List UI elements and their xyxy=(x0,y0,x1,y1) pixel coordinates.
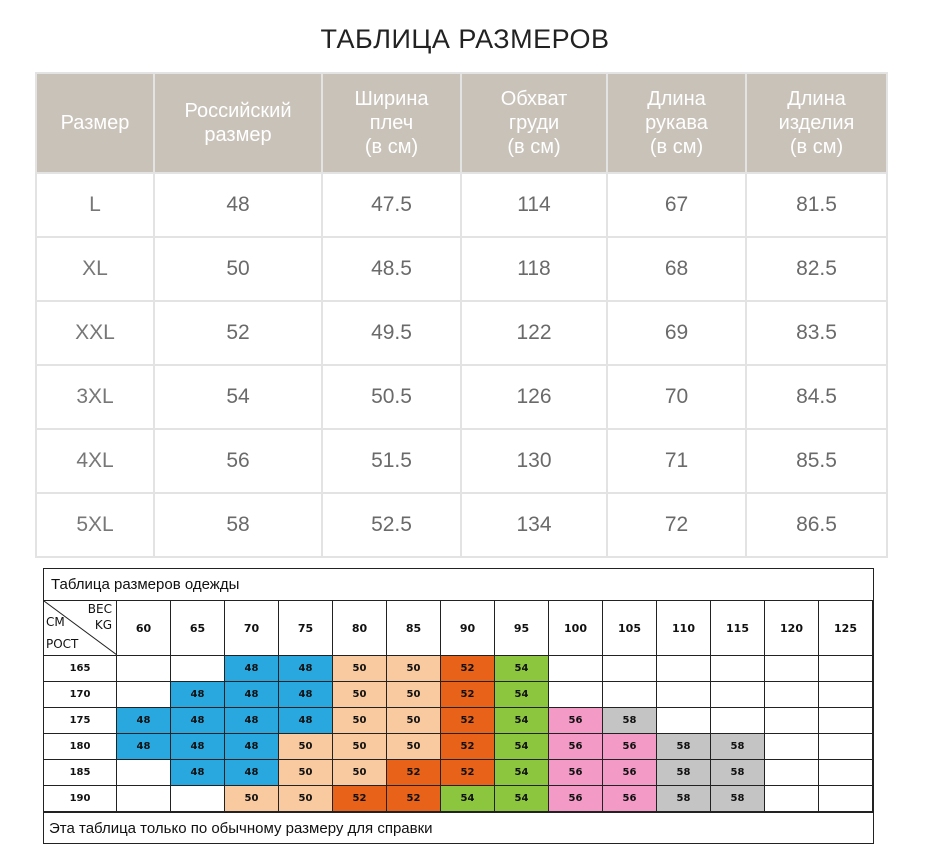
size-cell xyxy=(711,656,765,682)
height-row xyxy=(44,656,873,682)
size-cell: 50 xyxy=(279,760,333,786)
size-cell: 52 xyxy=(441,708,495,734)
size-cell: 50 xyxy=(387,656,441,682)
size-cell: 50 xyxy=(387,708,441,734)
size-cell xyxy=(549,656,603,682)
height-row xyxy=(44,760,873,786)
table-cell: 118 xyxy=(461,237,607,301)
weight-header: 65 xyxy=(171,601,225,656)
table-cell: 51.5 xyxy=(322,429,461,493)
column-header: Длина изделия (в см) xyxy=(746,73,887,173)
size-cell: 52 xyxy=(333,786,387,812)
table-cell: 84.5 xyxy=(746,365,887,429)
table-cell: 81.5 xyxy=(746,173,887,237)
table-row xyxy=(36,237,887,301)
table-cell: 70 xyxy=(607,365,746,429)
column-header: Обхват груди (в см) xyxy=(461,73,607,173)
height-label: 190 xyxy=(44,786,117,812)
size-cell: 50 xyxy=(333,760,387,786)
size-cell: 50 xyxy=(387,734,441,760)
weight-header: 75 xyxy=(279,601,333,656)
table-cell: 122 xyxy=(461,301,607,365)
size-cell: 58 xyxy=(711,734,765,760)
weight-height-table xyxy=(43,600,873,812)
column-header: Длина рукава (в см) xyxy=(607,73,746,173)
weight-header: 85 xyxy=(387,601,441,656)
weight-label: ВЕС xyxy=(87,602,112,616)
height-label: 165 xyxy=(44,656,117,682)
size-cell: 48 xyxy=(279,708,333,734)
size-table-header xyxy=(36,73,887,173)
size-cell xyxy=(819,708,873,734)
table-cell: L xyxy=(36,173,154,237)
table-row xyxy=(36,173,887,237)
size-cell: 48 xyxy=(117,734,171,760)
size-cell xyxy=(549,682,603,708)
size-cell: 54 xyxy=(495,786,549,812)
size-cell: 48 xyxy=(225,708,279,734)
table-row xyxy=(36,493,887,557)
size-cell: 52 xyxy=(441,656,495,682)
size-cell: 54 xyxy=(495,760,549,786)
size-cell: 58 xyxy=(711,786,765,812)
height-label: РОСТ xyxy=(46,637,79,651)
size-cell: 58 xyxy=(657,734,711,760)
weight-header: 125 xyxy=(819,601,873,656)
size-cell: 52 xyxy=(387,760,441,786)
weight-header: 90 xyxy=(441,601,495,656)
size-cell: 48 xyxy=(171,734,225,760)
weight-header: 120 xyxy=(765,601,819,656)
height-row xyxy=(44,786,873,812)
height-row xyxy=(44,734,873,760)
height-label: 185 xyxy=(44,760,117,786)
size-cell xyxy=(657,656,711,682)
size-cell xyxy=(765,656,819,682)
size-cell xyxy=(765,682,819,708)
size-cell: 48 xyxy=(171,682,225,708)
table-cell: 5XL xyxy=(36,493,154,557)
size-cell: 50 xyxy=(279,786,333,812)
table-cell: 50.5 xyxy=(322,365,461,429)
size-cell xyxy=(117,656,171,682)
chart-footnote: Эта таблица только по обычному размеру для справки xyxy=(44,812,873,843)
size-cell: 50 xyxy=(333,682,387,708)
table-cell: 86.5 xyxy=(746,493,887,557)
size-cell xyxy=(657,682,711,708)
table-cell: 3XL xyxy=(36,365,154,429)
size-cell xyxy=(117,682,171,708)
table-cell: 69 xyxy=(607,301,746,365)
weight-header: 110 xyxy=(657,601,711,656)
table-cell: XL xyxy=(36,237,154,301)
size-cell: 48 xyxy=(279,682,333,708)
size-cell: 50 xyxy=(279,734,333,760)
size-cell: 50 xyxy=(333,734,387,760)
size-cell xyxy=(819,734,873,760)
table-cell: 114 xyxy=(461,173,607,237)
size-cell xyxy=(765,734,819,760)
size-cell xyxy=(819,786,873,812)
height-label: 180 xyxy=(44,734,117,760)
weight-height-chart xyxy=(43,568,874,844)
size-cell: 56 xyxy=(549,734,603,760)
size-cell: 50 xyxy=(333,708,387,734)
size-table xyxy=(35,72,888,558)
table-cell: 82.5 xyxy=(746,237,887,301)
size-cell: 56 xyxy=(603,786,657,812)
size-cell: 48 xyxy=(225,760,279,786)
size-cell xyxy=(171,656,225,682)
size-cell: 58 xyxy=(603,708,657,734)
size-cell: 58 xyxy=(711,760,765,786)
weight-header: 105 xyxy=(603,601,657,656)
size-cell: 56 xyxy=(549,708,603,734)
size-cell xyxy=(657,708,711,734)
size-cell xyxy=(117,786,171,812)
weight-header: 70 xyxy=(225,601,279,656)
table-cell: 49.5 xyxy=(322,301,461,365)
table-cell: 47.5 xyxy=(322,173,461,237)
weight-header: 80 xyxy=(333,601,387,656)
table-cell: 52.5 xyxy=(322,493,461,557)
table-cell: 54 xyxy=(154,365,322,429)
size-cell xyxy=(765,786,819,812)
height-row xyxy=(44,682,873,708)
size-cell xyxy=(711,682,765,708)
size-cell: 58 xyxy=(657,786,711,812)
size-cell: 54 xyxy=(495,656,549,682)
size-cell: 54 xyxy=(495,682,549,708)
table-cell: 4XL xyxy=(36,429,154,493)
size-cell: 56 xyxy=(549,760,603,786)
table-cell: 130 xyxy=(461,429,607,493)
size-cell xyxy=(711,708,765,734)
table-cell: 48 xyxy=(154,173,322,237)
size-cell: 58 xyxy=(657,760,711,786)
table-cell: 67 xyxy=(607,173,746,237)
size-cell: 56 xyxy=(603,760,657,786)
size-cell: 52 xyxy=(441,682,495,708)
table-row xyxy=(36,429,887,493)
table-cell: 56 xyxy=(154,429,322,493)
table-cell: XXL xyxy=(36,301,154,365)
size-cell xyxy=(819,656,873,682)
size-cell: 48 xyxy=(225,656,279,682)
size-cell: 48 xyxy=(117,708,171,734)
size-cell: 52 xyxy=(441,734,495,760)
size-cell: 50 xyxy=(387,682,441,708)
size-cell xyxy=(117,760,171,786)
table-cell: 72 xyxy=(607,493,746,557)
table-row xyxy=(36,365,887,429)
column-header: Ширина плеч (в см) xyxy=(322,73,461,173)
cm-label: CM xyxy=(46,615,65,629)
size-cell: 56 xyxy=(549,786,603,812)
size-cell xyxy=(603,682,657,708)
size-cell xyxy=(819,682,873,708)
size-cell: 50 xyxy=(333,656,387,682)
chart-caption: Таблица размеров одежды xyxy=(44,569,873,601)
size-cell xyxy=(765,760,819,786)
size-cell: 48 xyxy=(225,682,279,708)
size-cell: 48 xyxy=(171,760,225,786)
table-cell: 52 xyxy=(154,301,322,365)
size-cell: 54 xyxy=(441,786,495,812)
table-cell: 71 xyxy=(607,429,746,493)
weight-header: 100 xyxy=(549,601,603,656)
size-cell: 52 xyxy=(387,786,441,812)
weight-header: 60 xyxy=(117,601,171,656)
weight-header-row xyxy=(44,601,873,656)
size-cell: 56 xyxy=(603,734,657,760)
column-header: Российский размер xyxy=(154,73,322,173)
height-row xyxy=(44,708,873,734)
column-header: Размер xyxy=(36,73,154,173)
table-cell: 50 xyxy=(154,237,322,301)
height-label: 175 xyxy=(44,708,117,734)
size-cell: 48 xyxy=(279,656,333,682)
weight-header: 115 xyxy=(711,601,765,656)
size-cell xyxy=(765,708,819,734)
size-cell: 48 xyxy=(171,708,225,734)
table-cell: 68 xyxy=(607,237,746,301)
height-label: 170 xyxy=(44,682,117,708)
size-cell: 48 xyxy=(225,734,279,760)
size-cell xyxy=(603,656,657,682)
page-title: ТАБЛИЦА РАЗМЕРОВ xyxy=(320,24,610,54)
table-cell: 83.5 xyxy=(746,301,887,365)
kg-label: KG xyxy=(94,618,112,632)
size-cell: 54 xyxy=(495,708,549,734)
size-cell: 50 xyxy=(225,786,279,812)
size-cell: 54 xyxy=(495,734,549,760)
weight-header: 95 xyxy=(495,601,549,656)
size-cell xyxy=(819,760,873,786)
table-cell: 48.5 xyxy=(322,237,461,301)
table-cell: 85.5 xyxy=(746,429,887,493)
table-cell: 126 xyxy=(461,365,607,429)
corner-cell xyxy=(44,601,117,656)
table-cell: 58 xyxy=(154,493,322,557)
table-row xyxy=(36,301,887,365)
size-cell xyxy=(171,786,225,812)
table-cell: 134 xyxy=(461,493,607,557)
size-cell: 52 xyxy=(441,760,495,786)
